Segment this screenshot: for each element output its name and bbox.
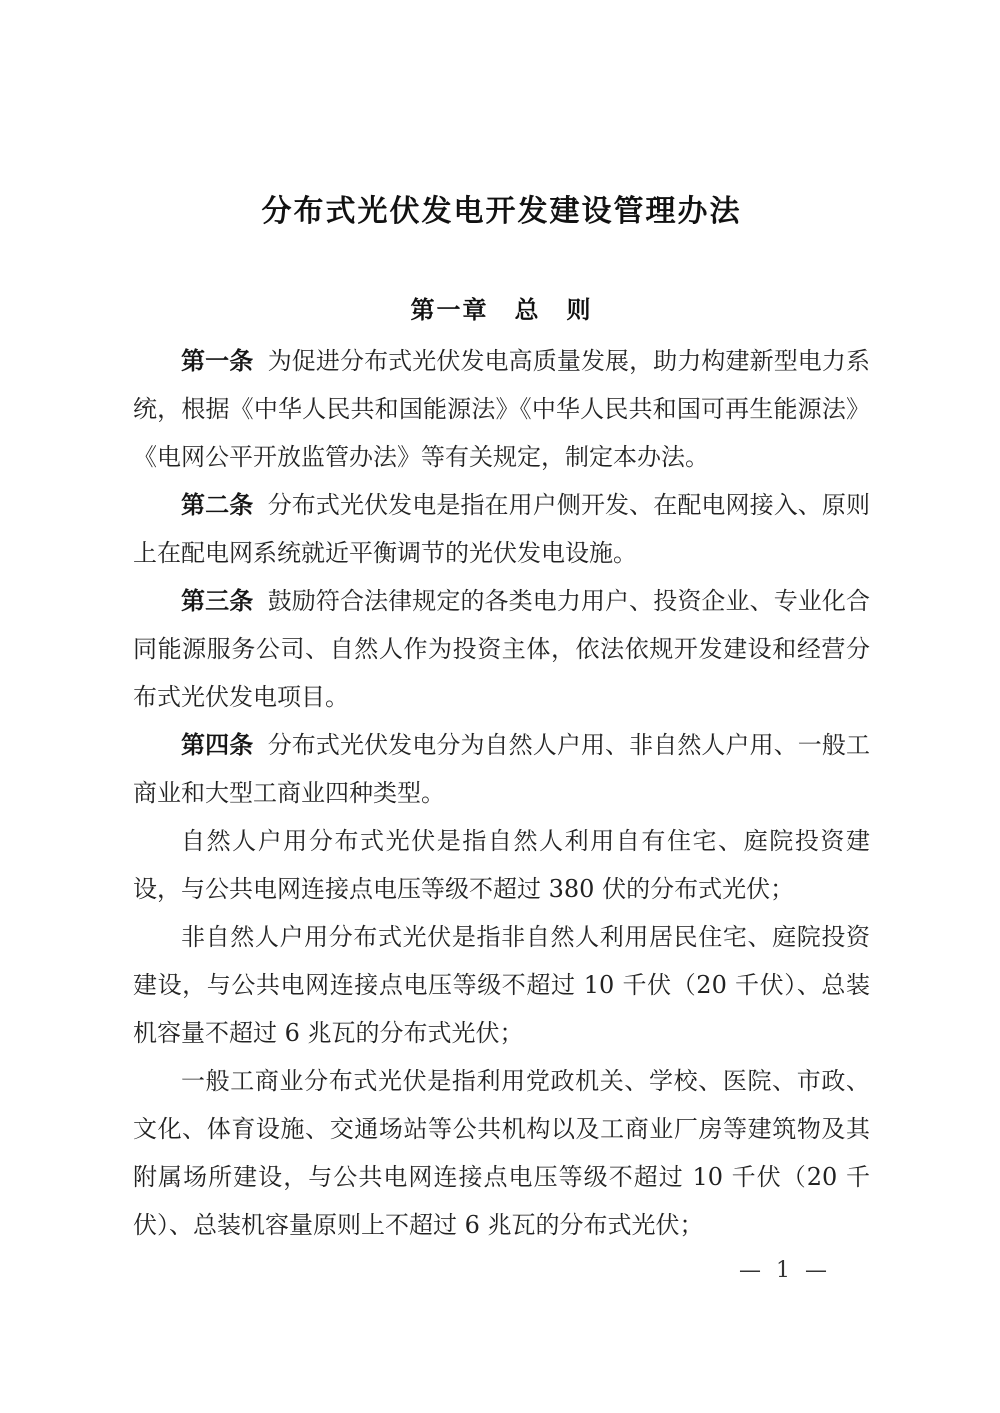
- document-title: 分布式光伏发电开发建设管理办法: [261, 194, 742, 229]
- body-paragraph-natural-person-text: 自然人户用分布式光伏是指自然人利用自有住宅、庭院投资建设，与公共电网连接点电压等级不超过 380 伏的分布式光伏；: [133, 827, 870, 903]
- article-3-label: 第三条: [181, 586, 254, 615]
- page-number: — 1 —: [739, 1258, 831, 1283]
- body-paragraph-non-natural-person: [133, 913, 870, 1057]
- body-paragraph-general-commercial-text: 一般工商业分布式光伏是指利用党政机关、学校、医院、市政、文化、体育设施、交通场站等公共机构以及工商业厂房等建筑物及其附属场所建设，与公共电网连接点电压等级不超过 10 千伏（20 千伏）、总装机容量原则上不超过 6 兆瓦的分布式光伏；: [133, 1067, 870, 1239]
- article-2-label: 第二条: [181, 490, 254, 519]
- article-3-text: 鼓励符合法律规定的各类电力用户、投资企业、专业化合同能源服务公司、自然人作为投资主体，依法依规开发建设和经营分布式光伏发电项目。: [133, 587, 871, 711]
- article-paragraph-2: [133, 481, 870, 577]
- article-paragraph-4: [133, 721, 870, 817]
- document-body: [133, 337, 870, 1249]
- article-4-text: 分布式光伏发电分为自然人户用、非自然人户用、一般工商业和大型工商业四种类型。: [133, 731, 871, 807]
- body-paragraph-natural-person: [133, 817, 870, 913]
- article-1-label: 第一条: [181, 346, 254, 375]
- article-4-label: 第四条: [181, 730, 254, 759]
- article-paragraph-3: [133, 577, 870, 721]
- article-2-text: 分布式光伏发电是指在用户侧开发、在配电网接入、原则上在配电网系统就近平衡调节的光伏发电设施。: [133, 491, 871, 567]
- chapter-heading: 第一章 总 则: [410, 296, 593, 324]
- article-paragraph-1: [133, 337, 870, 481]
- article-1-text: 为促进分布式光伏发电高质量发展，助力构建新型电力系统，根据《中华人民共和国能源法》《中华人民共和国可再生能源法》《电网公平开放监管办法》等有关规定，制定本办法。: [133, 347, 871, 471]
- body-paragraph-general-commercial: [133, 1057, 870, 1249]
- body-paragraph-non-natural-person-text: 非自然人户用分布式光伏是指非自然人利用居民住宅、庭院投资建设，与公共电网连接点电压等级不超过 10 千伏（20 千伏）、总装机容量不超过 6 兆瓦的分布式光伏；: [133, 923, 870, 1047]
